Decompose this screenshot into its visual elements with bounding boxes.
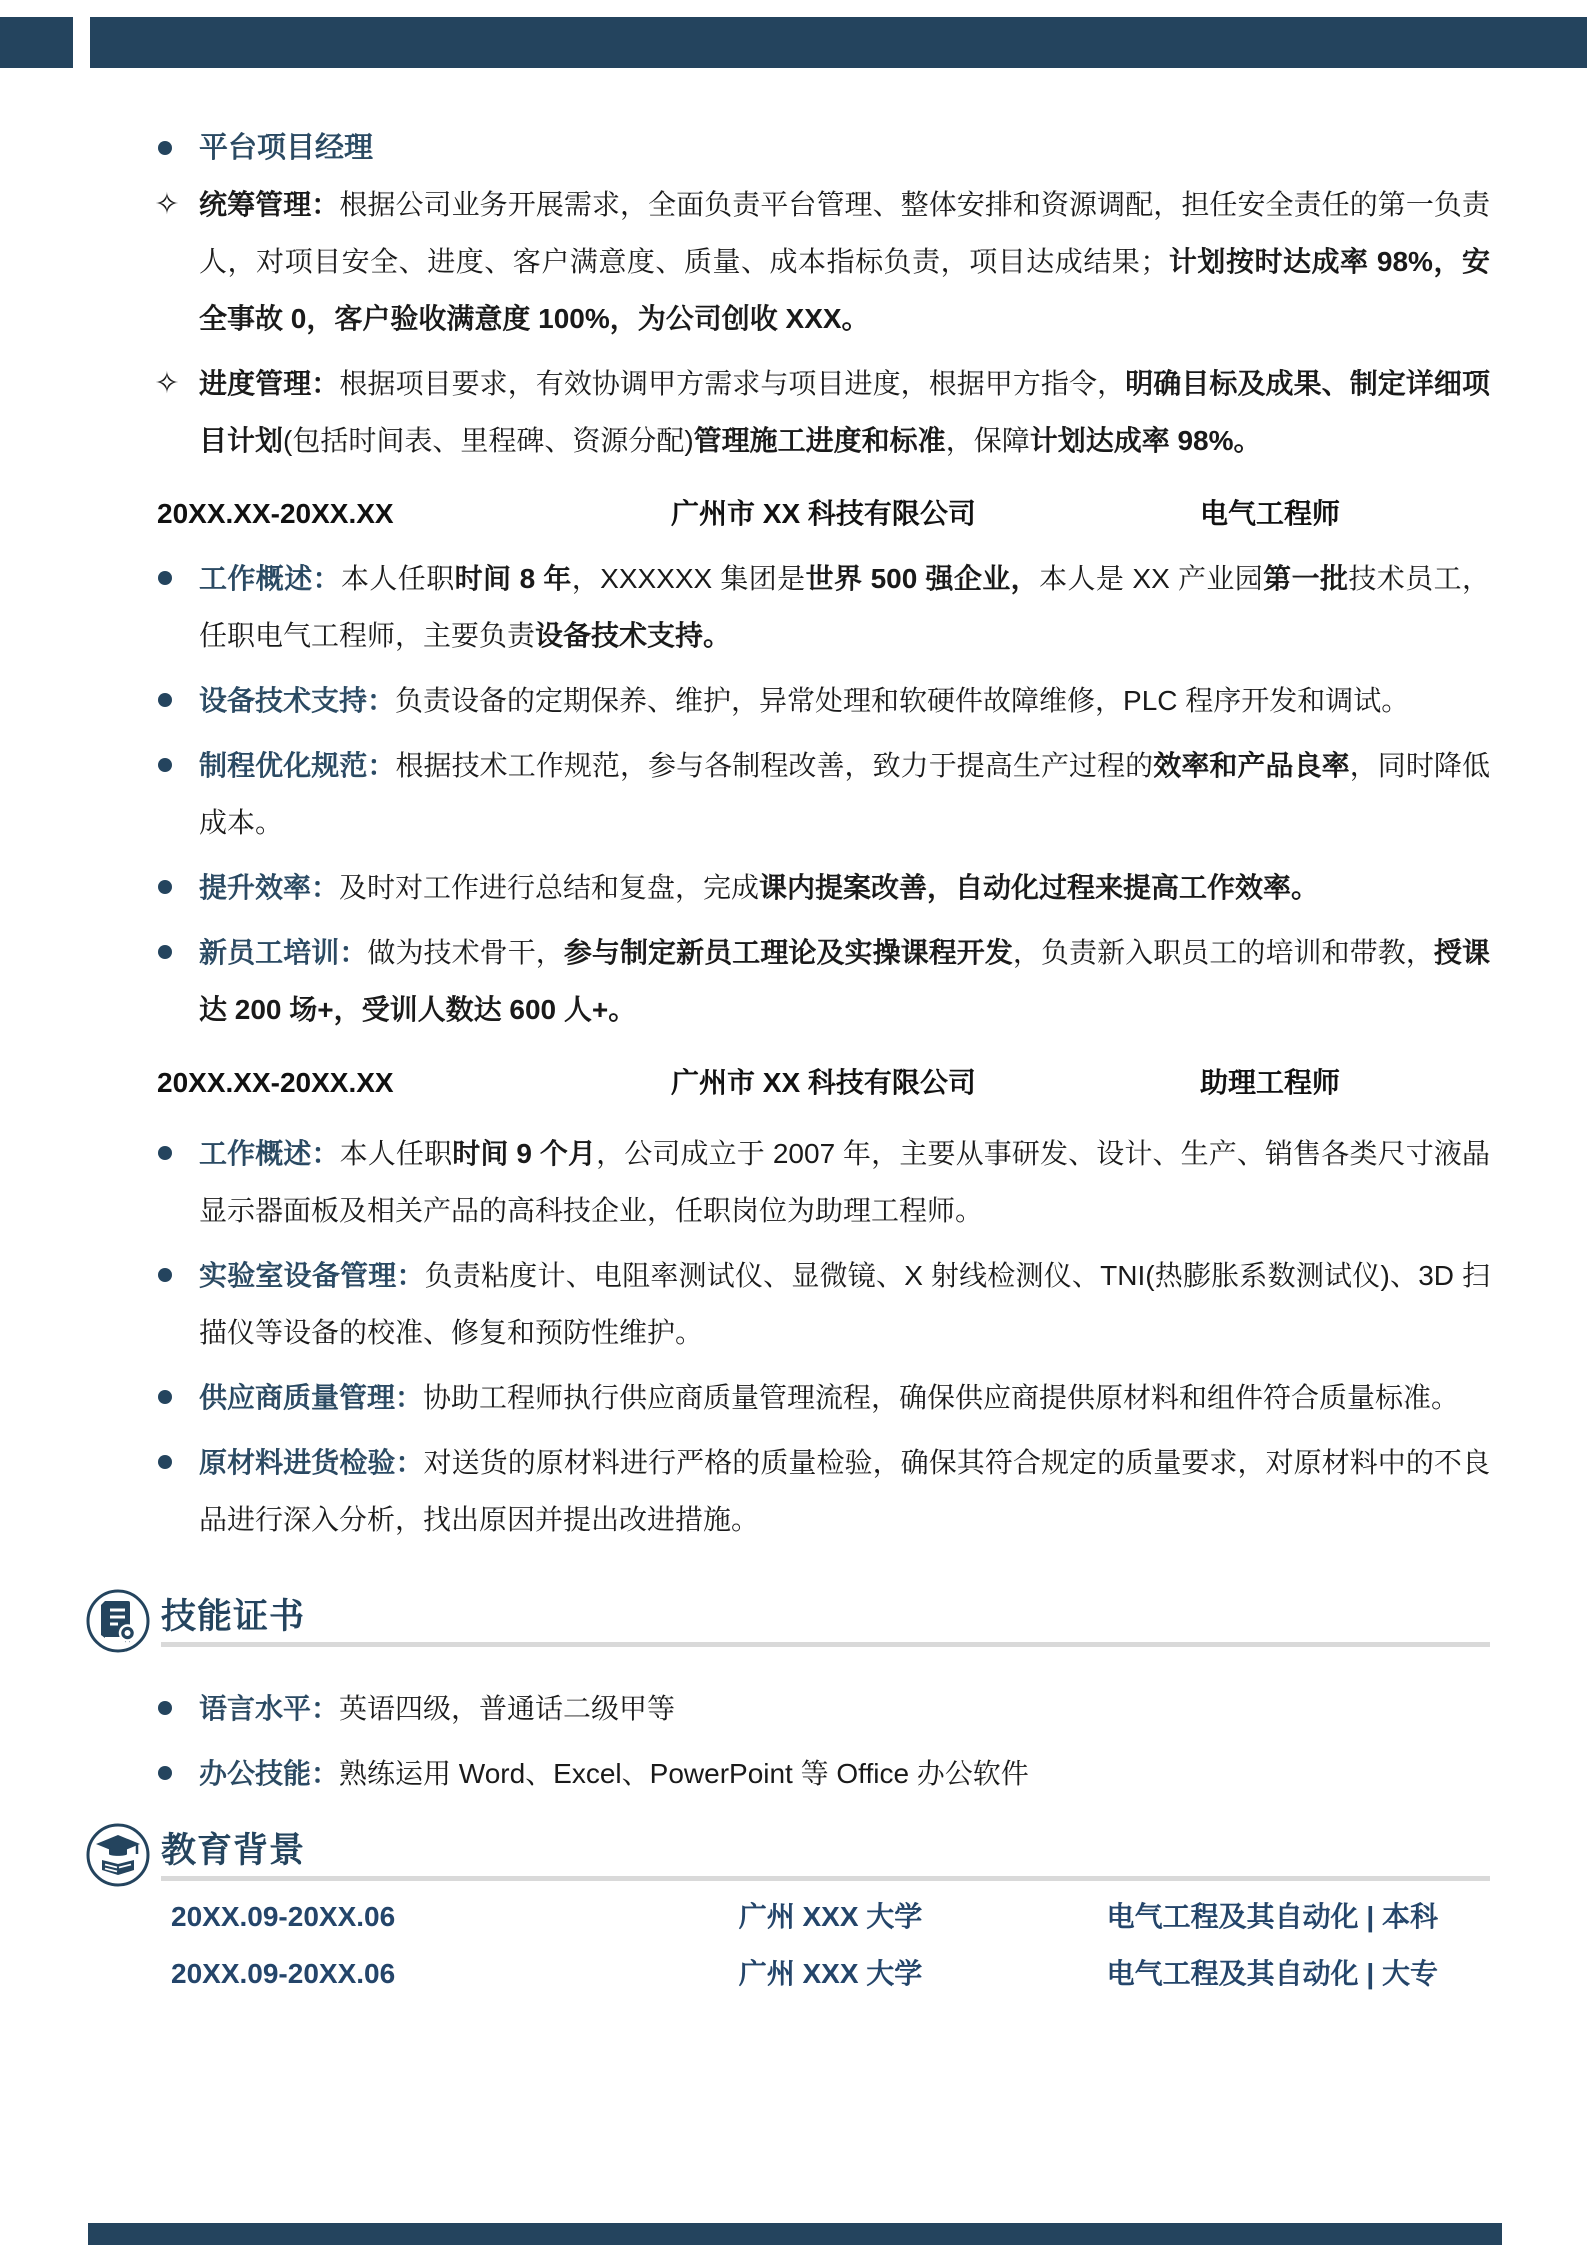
bottom-accent-bar <box>88 2223 1502 2245</box>
text-segment: 管理施工进度和标准 <box>693 425 946 456</box>
job-company: 广州市 XX 科技有限公司 <box>671 498 976 529</box>
item-label: 提升效率： <box>199 872 340 903</box>
job-title: 助理工程师 <box>1200 1067 1341 1098</box>
text-segment: 授课达 200 场+，受训人数达 600 人+。 <box>199 937 1490 1025</box>
item-label: 原材料进货检验： <box>199 1447 424 1478</box>
item-label: 工作概述： <box>199 563 341 594</box>
certificate-icon <box>85 1588 151 1654</box>
top-accent-bar <box>90 17 1587 68</box>
text-segment: 时间 8 年 <box>454 563 572 594</box>
round-bullet-icon <box>158 758 172 772</box>
education-row <box>157 1945 1490 2002</box>
duty-item <box>154 355 1490 469</box>
text-segment: 本人任职 <box>339 1138 453 1169</box>
edu-major: 电气工程及其自动化 | 大专 <box>1106 1958 1439 1989</box>
text-segment: (包括时间表、里程碑、资源分配) <box>283 425 694 456</box>
text-segment: 做为技术骨干， <box>367 937 564 968</box>
skill-item <box>157 1745 1490 1802</box>
text-segment: 根据项目要求，有效协调甲方需求与项目进度，根据甲方指令， <box>339 368 1126 399</box>
round-bullet-icon <box>158 880 172 894</box>
experience-item <box>157 924 1490 1038</box>
round-bullet-icon <box>158 1268 172 1282</box>
role-heading <box>157 128 1490 168</box>
text-segment: 效率和产品良率 <box>1153 750 1350 781</box>
text-segment: 对送货的原材料进行严格的质量检验，确保其符合规定的质量要求，对原材料中的不良品进行深入分析，找出原因并提出改进措施。 <box>199 1447 1490 1535</box>
education-row <box>157 1888 1490 1945</box>
text-segment: 时间 9 个月 <box>452 1138 597 1169</box>
text-segment: ，XXXXXX 集团是 <box>571 563 806 594</box>
text-segment: 英语四级，普通话二级甲等 <box>339 1693 676 1724</box>
round-bullet-icon <box>158 1146 172 1160</box>
text-segment: ，同时降低成本。 <box>199 750 1490 838</box>
round-bullet-icon <box>158 945 172 959</box>
text-segment: 计划达成率 98%。 <box>1029 425 1262 456</box>
section-header-education <box>85 1822 1490 1888</box>
job-company: 广州市 XX 科技有限公司 <box>671 1067 976 1098</box>
duty-label: 进度管理： <box>199 368 340 399</box>
item-label: 语言水平： <box>199 1693 340 1724</box>
section-header-body <box>161 1595 1490 1647</box>
round-bullet-icon <box>158 1390 172 1404</box>
item-label: 实验室设备管理： <box>199 1260 425 1291</box>
text-segment: 根据公司业务开展需求，全面负责平台管理、整体安排和资源调配，担任安全责任的第一负责人，对项目安全、进度、客户满意度、质量、成本指标负责，项目达成结果； <box>199 189 1490 277</box>
edu-period: 20XX.09-20XX.06 <box>171 1901 396 1932</box>
graduation-cap-books-icon <box>85 1822 151 1888</box>
text-segment: ，负责新入职员工的培训和带教， <box>1012 937 1434 968</box>
text-segment: ，保障 <box>945 425 1030 456</box>
experience-item <box>157 1369 1490 1426</box>
job-title: 电气工程师 <box>1200 498 1341 529</box>
diamond-bullet-icon: ✧ <box>154 188 180 221</box>
item-label: 新员工培训： <box>199 937 368 968</box>
item-label: 供应商质量管理： <box>199 1382 424 1413</box>
edu-school: 广州 XXX 大学 <box>738 1958 923 1989</box>
experience-item <box>157 737 1490 851</box>
round-bullet-icon <box>158 571 172 585</box>
item-label: 制程优化规范： <box>199 750 396 781</box>
section-divider <box>161 1876 1490 1881</box>
edu-school: 广州 XXX 大学 <box>738 1901 923 1932</box>
experience-item <box>157 550 1490 664</box>
text-segment: 明确目标及成果、制定详细项目计划 <box>199 368 1490 456</box>
section-title: 教育背景 <box>161 1831 306 1870</box>
diamond-bullet-icon: ✧ <box>154 367 180 400</box>
round-bullet-icon <box>158 141 172 155</box>
section-title: 技能证书 <box>161 1597 306 1636</box>
job-header-row <box>157 485 1490 542</box>
round-bullet-icon <box>158 1766 172 1780</box>
resume-content <box>154 128 1490 2002</box>
job-header-row <box>157 1054 1490 1111</box>
edu-major: 电气工程及其自动化 | 本科 <box>1106 1901 1439 1932</box>
experience-item <box>157 672 1490 729</box>
text-segment: 设备技术支持。 <box>535 620 732 651</box>
text-segment: 根据技术工作规范，参与各制程改善，致力于提高生产过程的 <box>395 750 1154 781</box>
item-label: 工作概述： <box>199 1138 340 1169</box>
role-heading-label: 平台项目经理 <box>199 132 374 164</box>
experience-item <box>157 1125 1490 1239</box>
text-segment: 及时对工作进行总结和复盘，完成 <box>339 872 760 903</box>
round-bullet-icon <box>158 1455 172 1469</box>
text-segment: 协助工程师执行供应商质量管理流程，确保供应商提供原材料和组件符合质量标准。 <box>423 1382 1460 1413</box>
section-header-body <box>161 1829 1490 1881</box>
section-header-skills <box>85 1588 1490 1654</box>
edu-period: 20XX.09-20XX.06 <box>171 1958 396 1989</box>
job-period: 20XX.XX-20XX.XX <box>157 1067 394 1098</box>
experience-item <box>157 859 1490 916</box>
job-period: 20XX.XX-20XX.XX <box>157 498 394 529</box>
text-segment: 第一批 <box>1263 563 1349 594</box>
item-label: 设备技术支持： <box>199 685 396 716</box>
round-bullet-icon <box>158 1701 172 1715</box>
skill-item <box>157 1680 1490 1737</box>
duty-label: 统筹管理： <box>199 189 340 220</box>
text-segment: 负责粘度计、电阻率测试仪、显微镜、X 射线检测仪、TNI(热膨胀系数测试仪)、3D 扫描仪等设备的校准、修复和预防性维护。 <box>199 1260 1490 1348</box>
text-segment: ，公司成立于 2007 年，主要从事研发、设计、生产、销售各类尺寸液晶显示器面板及相关产品的高科技企业，任职岗位为助理工程师。 <box>199 1138 1490 1226</box>
text-segment: 课内提案改善，自动化过程来提高工作效率。 <box>759 872 1320 903</box>
item-label: 办公技能： <box>199 1758 340 1789</box>
text-segment: 负责设备的定期保养、维护，异常处理和软硬件故障维修，PLC 程序开发和调试。 <box>395 685 1410 716</box>
text-segment: 本人是 XX 产业园 <box>1039 563 1264 594</box>
section-divider <box>161 1642 1490 1647</box>
text-segment: 世界 500 强企业， <box>805 563 1040 594</box>
duty-item <box>154 176 1490 347</box>
text-segment: 技术员工，任职电气工程师，主要负责 <box>199 563 1490 651</box>
text-segment: 计划按时达成率 98%，安全事故 0，客户验收满意度 100%，为公司创收 XXX。 <box>199 246 1490 334</box>
top-accent-square <box>0 17 73 68</box>
text-segment: 本人任职 <box>341 563 455 594</box>
round-bullet-icon <box>158 693 172 707</box>
text-segment: 熟练运用 Word、Excel、PowerPoint 等 Office 办公软件 <box>339 1758 1029 1789</box>
text-segment: 参与制定新员工理论及实操课程开发 <box>563 937 1013 968</box>
experience-item <box>157 1434 1490 1548</box>
experience-item <box>157 1247 1490 1361</box>
